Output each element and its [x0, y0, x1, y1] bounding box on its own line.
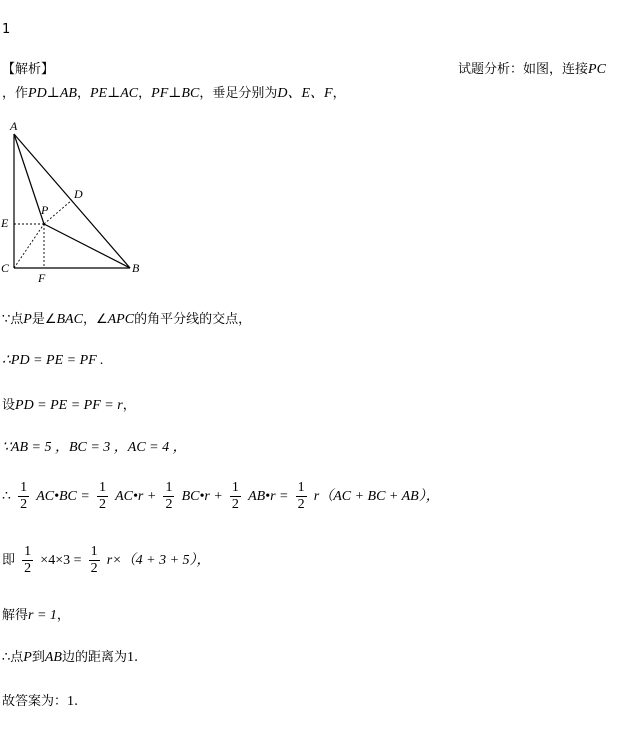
text: ∴点	[2, 650, 24, 665]
construct-line	[2, 82, 346, 102]
text: 即	[2, 553, 16, 568]
line-angle-bisector	[2, 308, 251, 328]
question-number: 1	[2, 22, 11, 37]
construct-mid: ，垂足分别为	[199, 86, 278, 101]
fraction-half: $\frac{1}{2}$	[98, 480, 106, 512]
line-solve-r	[2, 604, 70, 624]
term: ×4×3 =	[40, 553, 82, 568]
equation: PD = PE = PF = r	[15, 398, 123, 413]
text: ∵点	[2, 312, 24, 327]
construct-sep: ，	[76, 86, 90, 101]
fraction-half: $\frac{1}{2}$	[90, 544, 98, 576]
text: 的角平分线的交点，	[134, 312, 252, 327]
analysis-intro-text: 试题分析：如图，连接	[458, 62, 589, 77]
label-e: E	[1, 216, 9, 230]
point-p: P	[23, 312, 32, 327]
angle-apc: APC	[107, 312, 135, 327]
term: r（AC + BC + AB），	[313, 489, 440, 504]
segment-pc	[14, 224, 44, 268]
term: r×（4 + 3 + 5），	[106, 553, 211, 568]
text: 是∠	[31, 312, 57, 327]
line-area-equation	[2, 480, 440, 513]
text: ，	[56, 608, 70, 623]
analysis-label: 【解析】	[2, 62, 55, 77]
fraction-half: $\frac{1}{2}$	[297, 480, 305, 512]
segment-ab	[14, 134, 130, 268]
segment-pc: PC	[588, 62, 606, 77]
line-final-answer	[2, 690, 78, 710]
label-b: B	[132, 261, 140, 275]
line-let-r	[2, 394, 136, 414]
construct-prefix: ，作	[2, 86, 29, 101]
analysis-intro	[458, 58, 606, 78]
answer-value: 1	[67, 694, 75, 709]
label-d: D	[74, 187, 83, 201]
text: 边的距离为	[61, 650, 127, 665]
perp-pd: PD⊥AB	[28, 86, 77, 101]
label-p: P	[41, 203, 49, 217]
angle-bac: BAC	[56, 312, 83, 327]
equation: r = 1	[28, 608, 57, 623]
segment-pb	[44, 224, 130, 268]
term: BC•r +	[181, 489, 223, 504]
fraction-half: $\frac{1}{2}$	[231, 480, 239, 512]
term: AC•r +	[115, 489, 157, 504]
fraction-half: $\frac{1}{2}$	[165, 480, 173, 512]
text: 解得	[2, 608, 29, 623]
fraction-half: $\frac{1}{2}$	[24, 544, 32, 576]
construct-sep: ，	[138, 86, 152, 101]
term: AB•r =	[248, 489, 289, 504]
feet-names: D、E、F	[277, 86, 333, 101]
line-distance-result	[2, 646, 138, 666]
text: .	[74, 694, 79, 709]
answer-value: 1	[126, 650, 134, 665]
text: 设	[2, 398, 16, 413]
line-substitution	[2, 544, 211, 577]
label-c: C	[1, 261, 10, 275]
text: 故答案为：	[2, 694, 68, 709]
perp-pe: PE⊥AC	[89, 86, 139, 101]
label-a: A	[10, 119, 18, 133]
construct-end: ，	[332, 86, 346, 101]
text: ，∠	[82, 312, 108, 327]
text: 到	[31, 650, 45, 665]
line-equal-distances: ∴PD = PE = PF .	[2, 353, 104, 368]
text: ，	[122, 398, 136, 413]
fraction-half: $\frac{1}{2}$	[20, 480, 28, 512]
segment-ab-label: AB	[44, 650, 62, 665]
segment-ap	[14, 134, 44, 224]
term: AC•BC =	[36, 489, 90, 504]
triangle-figure	[0, 116, 160, 286]
line-given-sides: ∵AB = 5 ，BC = 3 ，AC = 4 ，	[2, 440, 187, 455]
label-f: F	[38, 271, 46, 285]
perp-pf: PF⊥BC	[151, 86, 200, 101]
text: .	[133, 650, 139, 665]
point-p: P	[23, 650, 32, 665]
therefore-symbol: ∴	[2, 489, 11, 504]
